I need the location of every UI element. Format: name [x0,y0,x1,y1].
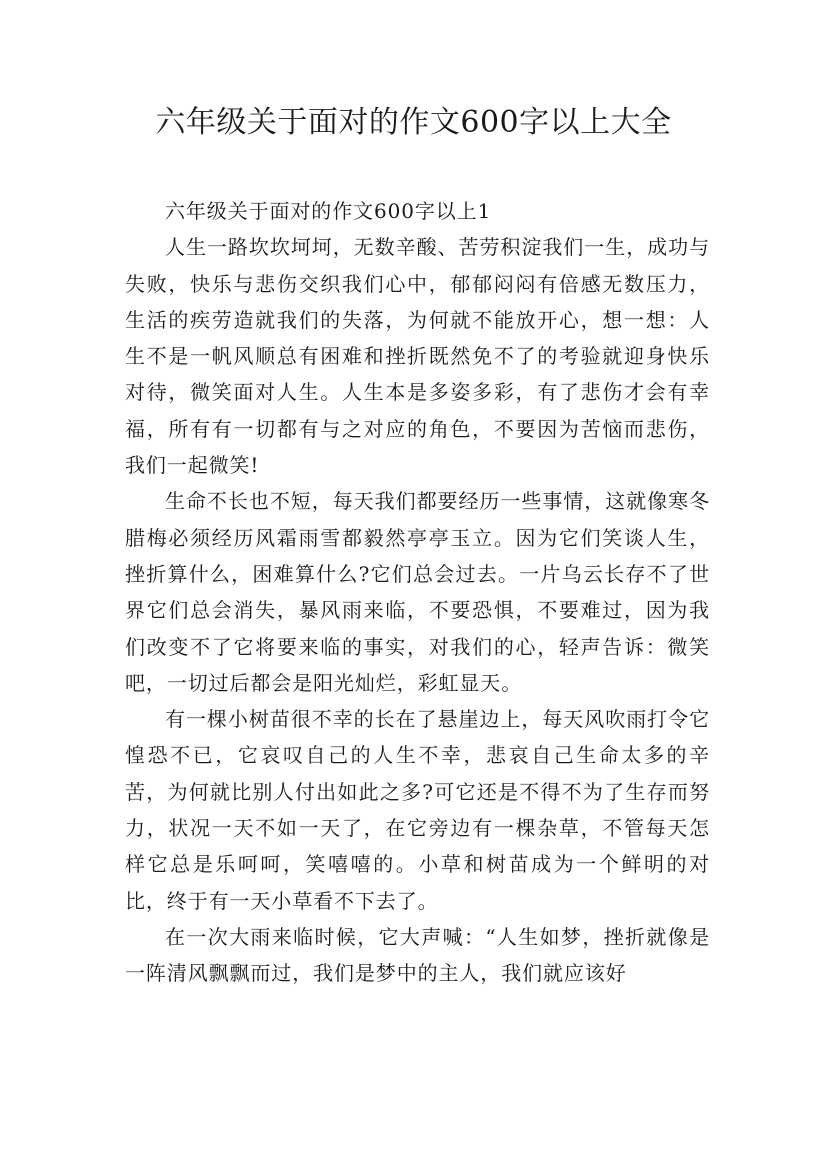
body-paragraph: 在一次大雨来临时候，它大声喊：“人生如梦，挫折就像是一阵清风飘飘而过，我们是梦中的主人，我们就应该好 [125,924,710,986]
body-paragraph: 有一棵小树苗很不幸的长在了悬崖边上，每天风吹雨打令它惶恐不已，它哀叹自己的人生不幸，悲哀自己生命太多的辛苦，为何就比别人付出如此之多?可它还是不得不为了生存而努力，状况一天不如一天了，在它旁边有一棵杂草，不管每天怎样它总是乐呵呵，笑嘻嘻的。小草和树苗成为一个鲜明的对比，终于有一天小草看不下去了。 [125,707,710,913]
body-paragraph: 生命不长也不短，每天我们都要经历一些事情，这就像寒冬腊梅必须经历风霜雨雪都毅然亭亭玉立。因为它们笑谈人生，挫折算什么，困难算什么?它们总会过去。一片乌云长存不了世界它们总会消失，暴风雨来临，不要恐惧，不要难过，因为我们改变不了它将要来临的事实，对我们的心，轻声告诉：微笑吧，一切过后都会是阳光灿烂，彩虹显天。 [125,489,710,695]
section-heading: 六年级关于面对的作文600字以上1 [165,199,492,223]
document-body [125,193,710,992]
document-title: 六年级关于面对的作文600字以上大全 [155,105,672,140]
body-paragraph: 人生一路坎坎坷坷，无数辛酸、苦劳积淀我们一生，成功与失败，快乐与悲伤交织我们心中，郁郁闷闷有倍感无数压力，生活的疾劳造就我们的失落，为何就不能放开心，想一想：人生不是一帆风顺总有困难和挫折既然免不了的考验就迎身快乐对待，微笑面对人生。人生本是多姿多彩，有了悲伤才会有幸福，所有有一切都有与之对应的角色，不要因为苦恼而悲伤，我们一起微笑! [125,235,710,478]
